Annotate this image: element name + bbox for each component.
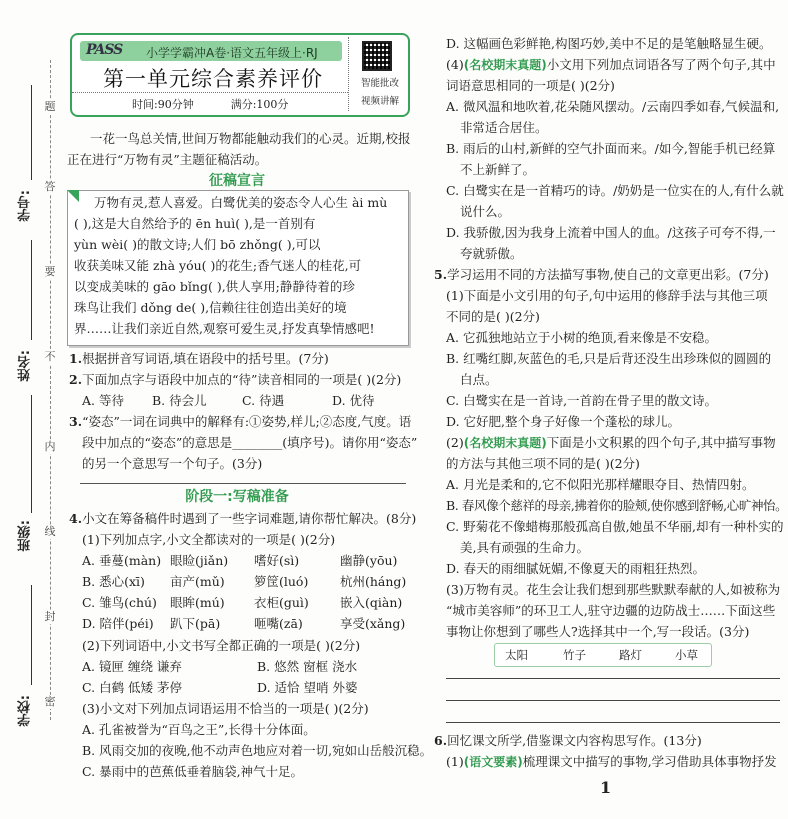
option-c[interactable]: C. 白鹭实在是一首诗,一首韵在骨子里的散文诗。 bbox=[446, 393, 718, 408]
header-divider bbox=[72, 92, 348, 93]
option-d-cont: 夸就骄傲。 bbox=[460, 246, 523, 261]
word-choice[interactable]: 路灯 bbox=[619, 648, 642, 662]
question-1: 1.根据拼音写词语,填在语段中的括号里。(7分) bbox=[69, 351, 329, 366]
option-c[interactable]: C. 野菊花不像蜡梅那般孤高自傲,她虽不华丽,却有一种朴实的 bbox=[446, 519, 784, 534]
answer-line[interactable] bbox=[446, 722, 780, 723]
option-c[interactable]: C. 暴雨中的芭蕉低垂着脑袋,神气十足。 bbox=[82, 764, 304, 779]
declaration-line: 珠鸟让我们 dǒng de( ),信赖往往创造出美好的境 bbox=[74, 300, 347, 315]
option-a[interactable]: A. 等待 bbox=[82, 393, 124, 408]
option-b[interactable]: B. 待会儿 bbox=[152, 393, 207, 408]
declaration-line: ( ),这是大自然给予的 ēn huì( ),是一首别有 bbox=[74, 216, 316, 231]
stage-1-heading: 阶段一:写稿准备 bbox=[185, 489, 289, 505]
page-title: 第一单元综合素养评价 bbox=[103, 67, 323, 91]
question-3-line-3: 的另一个意思写一个句子。(3分) bbox=[82, 456, 263, 471]
option-c-cont: 说什么。 bbox=[460, 204, 511, 219]
option-a-cont: 非常适合居住。 bbox=[460, 120, 548, 135]
exam-tag: (名校期末真题) bbox=[463, 58, 547, 72]
declaration-line: yùn wèi( )的散文诗;人们 bō zhǒng( ),可以 bbox=[74, 237, 321, 252]
time-limit: 时间:90分钟 bbox=[132, 98, 194, 111]
word-choice-box bbox=[494, 643, 712, 667]
name-field[interactable] bbox=[31, 240, 32, 340]
option-d[interactable]: D. 适恰 望哨 外婆 bbox=[257, 680, 358, 695]
exam-info bbox=[132, 96, 288, 112]
question-4-4: (4)(名校期末真题)小文用下列加点词语各写了两个句子,其中 bbox=[446, 57, 776, 72]
question-5-1-line-2: 不同的是( )(2分) bbox=[446, 309, 540, 324]
question-5-3: (3)万物有灵。花生会让我们想到那些默默奉献的人,如被称为 bbox=[446, 582, 781, 597]
question-3-line-2: 段中加点的“姿态”的意思是________(填序号)。请你用“姿态” bbox=[82, 435, 418, 450]
option-a[interactable]: A. 它孤独地站立于小树的绝顶,看来像是不安稳。 bbox=[446, 330, 717, 345]
seal-char: 内 bbox=[44, 440, 56, 453]
option-a[interactable]: A. 孔雀被誉为“百鸟之王”,长得十分体面。 bbox=[82, 722, 316, 737]
option-d[interactable]: D. 这幅画色彩鲜艳,构图巧妙,美中不足的是笔触略显生硬。 bbox=[446, 36, 772, 51]
class-label: 班级: bbox=[18, 520, 33, 552]
seal-char: 线 bbox=[44, 525, 56, 538]
question-5-3-line-3: 事物让你想到了哪些人?选择其中一个,写一段话。(3分) bbox=[446, 624, 750, 639]
question-5-1: (1)下面是小文引用的句子,句中运用的修辞手法与其他三项 bbox=[446, 288, 768, 303]
option-a[interactable]: A. 微风温和地吹着,花朵随风摆动。/云南四季如春,气候温和, bbox=[446, 99, 780, 114]
declaration-line: 以变成美味的 gāo bǐng( ),供人享用;静静待着的珍 bbox=[74, 279, 355, 294]
full-score: 满分:100分 bbox=[230, 98, 289, 111]
option-d[interactable]: D. 我骄傲,因为我身上流着中国人的血。/这孩子可夸不得,一 bbox=[446, 225, 776, 240]
declaration-box bbox=[67, 190, 409, 346]
exam-header bbox=[70, 33, 410, 117]
option-b[interactable]: B. 春风像个慈祥的母亲,拂着你的脸颊,使你感到舒畅,心旷神怡。 bbox=[446, 498, 788, 513]
option-b-cont: 白点。 bbox=[460, 372, 498, 387]
seal-char: 密 bbox=[44, 695, 56, 708]
declaration-line: 收获美味又能 zhà yóu( )的花生;香气迷人的桂花,可 bbox=[74, 258, 362, 273]
question-4-3: (3)小文对下列加点词语运用不恰当的一项是( )(2分) bbox=[82, 701, 369, 716]
option-b[interactable]: B. 雨后的山村,新鲜的空气扑面而来。/如今,智能手机已经算 bbox=[446, 141, 776, 156]
question-5: 5.学习运用不同的方法描写事物,使自己的文章更出彩。(7分) bbox=[434, 267, 769, 282]
student-id-label: 学号: bbox=[18, 190, 33, 222]
question-5-3-line-2: “城市美容师”的环卫工人,驻守边疆的边防战士……下面这些 bbox=[446, 603, 776, 618]
school-field[interactable] bbox=[31, 585, 32, 685]
question-2: 2.下面加点字与语段中加点的“待”读音相同的一项是( )(2分) bbox=[69, 372, 402, 387]
question-4: 4.小文在筹备稿件时遇到了一些字词难题,请你帮忙解决。(8分) bbox=[69, 511, 417, 526]
series-title: 小学学霸冲A卷·语文五年级上·RJ bbox=[146, 46, 318, 60]
option-a[interactable]: A. 镜匣 缠绕 谦弃 bbox=[82, 659, 182, 674]
option-b[interactable]: B. 风雨交加的夜晚,他不动声色地应对着一切,宛如山岳般沉稳。 bbox=[82, 743, 433, 758]
qr-code-icon[interactable] bbox=[362, 41, 392, 71]
seal-char: 题 bbox=[44, 100, 56, 113]
declaration-line: 万物有灵,惹人喜爱。白鹭优美的姿态令人心生 ài mù bbox=[94, 195, 388, 210]
option-d[interactable]: D. 它好肥,整个身子好像一个蓬松的球儿。 bbox=[446, 414, 680, 429]
answer-line[interactable] bbox=[446, 678, 780, 679]
option-c[interactable]: C. 白鹭实在是一首精巧的诗。/奶奶是一位实在的人,有什么就 bbox=[446, 183, 784, 198]
word-choice[interactable]: 太阳 bbox=[505, 648, 528, 662]
qr-caption-video: 视频讲解 bbox=[360, 96, 399, 107]
corner-decoration bbox=[67, 190, 79, 202]
option-a[interactable]: A. 月光是柔和的,它不似阳光那样耀眼夺目、热情四射。 bbox=[446, 477, 755, 492]
option-c-cont: 美,具有顽强的生命力。 bbox=[460, 540, 589, 555]
exam-tag: (名校期末真题) bbox=[463, 436, 547, 450]
word-choice[interactable]: 竹子 bbox=[563, 648, 586, 662]
intro-line-2: 正在进行“万物有灵”主题征稿活动。 bbox=[67, 152, 268, 167]
question-6-1: (1)(语文要素)梳理课文中描写的事物,学习借助具体事物抒发 bbox=[446, 754, 777, 769]
option-d[interactable]: D. 春天的雨细腻妩媚,不像夏天的雨粗狂热烈。 bbox=[446, 561, 705, 576]
question-4-4-line-2: 词语意思相同的一项是( )(2分) bbox=[446, 78, 615, 93]
question-4-1: (1)下列加点字,小文全都读对的一项是( )(2分) bbox=[82, 532, 336, 547]
option-b[interactable]: B. 红嘴红脚,灰蓝色的毛,只是后背还没生出珍珠似的圆圆的 bbox=[446, 351, 772, 366]
option-c[interactable]: C. 白鹤 低矮 茅停 bbox=[82, 680, 183, 695]
pass-logo: PASS bbox=[86, 42, 123, 58]
option-b-cont: 不上新鲜了。 bbox=[460, 162, 536, 177]
intro-line-1: 一花一鸟总关情,世间万物都能触动我们的心灵。近期,校报 bbox=[90, 131, 411, 146]
question-5-2-line-2: 的方法与其他三项不同的是( )(2分) bbox=[446, 456, 640, 471]
qr-caption-grading: 智能批改 bbox=[360, 78, 399, 89]
name-label: 姓名: bbox=[18, 350, 33, 382]
student-id-field[interactable] bbox=[31, 85, 32, 180]
seal-char: 封 bbox=[44, 610, 56, 623]
class-field[interactable] bbox=[31, 395, 32, 513]
seal-char: 不 bbox=[44, 350, 56, 363]
answer-line[interactable] bbox=[446, 700, 780, 701]
question-6: 6.回忆课文所学,借鉴课文内容构思写作。(13分) bbox=[434, 733, 702, 748]
question-3: 3.“姿态”一词在词典中的解释有:①姿势,样儿;②态度,气度。语 bbox=[69, 414, 412, 429]
school-label: 学校: bbox=[18, 695, 33, 727]
declaration-heading: 征稿宣言 bbox=[209, 173, 265, 189]
section-divider bbox=[80, 483, 406, 484]
seal-char: 要 bbox=[44, 265, 56, 278]
header-vdivider bbox=[348, 37, 349, 111]
word-choice[interactable]: 小草 bbox=[675, 648, 698, 662]
series-band bbox=[80, 41, 342, 61]
option-d[interactable]: D. 优待 bbox=[332, 393, 375, 408]
option-b[interactable]: B. 悠然 窗框 浇水 bbox=[257, 659, 358, 674]
seal-char: 答 bbox=[44, 180, 56, 193]
question-5-2: (2)(名校期末真题)下面是小文积累的四个句子,其中描写事物 bbox=[446, 435, 776, 450]
page-number: 1 bbox=[600, 778, 612, 797]
declaration-line: 界……让我们亲近自然,观察可爱生灵,抒发真挚情感吧! bbox=[74, 321, 375, 336]
option-c[interactable]: C. 待遇 bbox=[242, 393, 285, 408]
exam-tag: (语文要素) bbox=[463, 755, 523, 769]
question-4-2: (2)下列词语中,小文书写全都正确的一项是( )(2分) bbox=[82, 638, 361, 653]
